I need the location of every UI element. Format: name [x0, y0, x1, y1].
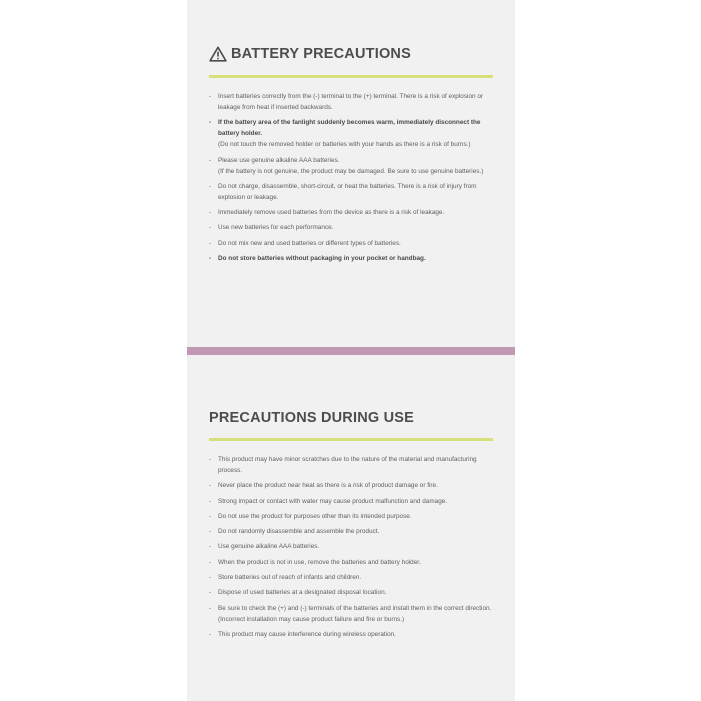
- list-item-text: This product may have minor scratches due to the nature of the material and manufacturing process.: [218, 456, 477, 474]
- list-item: [209, 572, 493, 583]
- precautions-during-use-title: PRECAUTIONS DURING USE: [209, 410, 414, 426]
- list-item: [209, 541, 493, 552]
- list-item: [209, 181, 493, 203]
- list-item: [209, 238, 493, 249]
- list-item: [209, 91, 493, 113]
- list-item: [209, 454, 493, 476]
- list-item-text: This product may cause interference during wireless operation.: [218, 630, 396, 638]
- list-item: [209, 480, 493, 491]
- list-item: [209, 253, 493, 264]
- list-item-text: Do not store batteries without packaging in your pocket or handbag.: [218, 255, 426, 263]
- list-item-note: (If the battery is not genuine, the product may be damaged. Be sure to use genuine batteries.): [218, 167, 484, 175]
- list-item: [209, 557, 493, 568]
- list-item-text: Please use genuine alkaline AAA batteries.: [218, 156, 340, 164]
- list-item-text: Do not mix new and used batteries or different types of batteries.: [218, 239, 401, 247]
- list-item-text: Store batteries out of reach of infants and children.: [218, 574, 362, 582]
- battery-precautions-section: [209, 44, 493, 268]
- section-divider: [187, 347, 515, 355]
- list-item-text: If the battery area of the fanlight suddenly becomes warm, immediately disconnect the battery holder.: [218, 119, 481, 138]
- precautions-during-use-section: [209, 408, 493, 644]
- warning-triangle-icon: [209, 46, 227, 62]
- list-item: [209, 117, 493, 150]
- heading-underline: [209, 438, 493, 441]
- list-item-text: Use genuine alkaline AAA batteries.: [218, 543, 320, 551]
- list-item: [209, 526, 493, 537]
- list-item-text: Immediately remove used batteries from the device as there is a risk of leakage.: [218, 209, 445, 217]
- heading-underline: [209, 75, 493, 78]
- list-item: [209, 629, 493, 640]
- list-item-text: Be sure to check the (+) and (-) terminals of the batteries and install them in the correct direction.: [218, 604, 492, 612]
- list-item-text: Insert batteries correctly from the (-) terminal to the (+) terminal. There is a risk of explosion or leakage from heat if inserted backwards.: [218, 93, 484, 111]
- list-item: [209, 155, 493, 177]
- list-item-text: Do not charge, disassemble, short-circuit, or heat the batteries. There is a risk of injury from explosion or leakage.: [218, 182, 477, 201]
- list-item-text: Dispose of used batteries at a designated disposal location.: [218, 589, 387, 597]
- list-item-text: Do not use the product for purposes other than its intended purpose.: [218, 512, 412, 520]
- list-item: [209, 511, 493, 522]
- list-item-note: (Do not touch the removed holder or batteries with your hands as there is a risk of burns.): [218, 141, 471, 149]
- battery-precautions-list: [209, 91, 493, 264]
- list-item: [209, 222, 493, 233]
- precautions-during-use-heading: [209, 408, 493, 428]
- list-item: [209, 207, 493, 218]
- list-item-text: When the product is not in use, remove the batteries and battery holder.: [218, 558, 421, 566]
- list-item-text: Do not randomly disassemble and assemble the product.: [218, 528, 380, 536]
- list-item-text: Use new batteries for each performance.: [218, 224, 334, 232]
- precautions-during-use-list: [209, 454, 493, 640]
- list-item-text: Strong impact or contact with water may cause product malfunction and damage.: [218, 497, 448, 505]
- list-item: [209, 587, 493, 598]
- battery-precautions-heading: [209, 44, 493, 64]
- document-sheet: [187, 0, 515, 701]
- battery-precautions-title: BATTERY PRECAUTIONS: [231, 46, 411, 62]
- list-item: [209, 496, 493, 507]
- list-item-note: (Incorrect installation may cause product failure and fire or burns.): [218, 615, 405, 623]
- list-item: [209, 603, 493, 625]
- list-item-text: Never place the product near heat as there is a risk of product damage or fire.: [218, 482, 438, 490]
